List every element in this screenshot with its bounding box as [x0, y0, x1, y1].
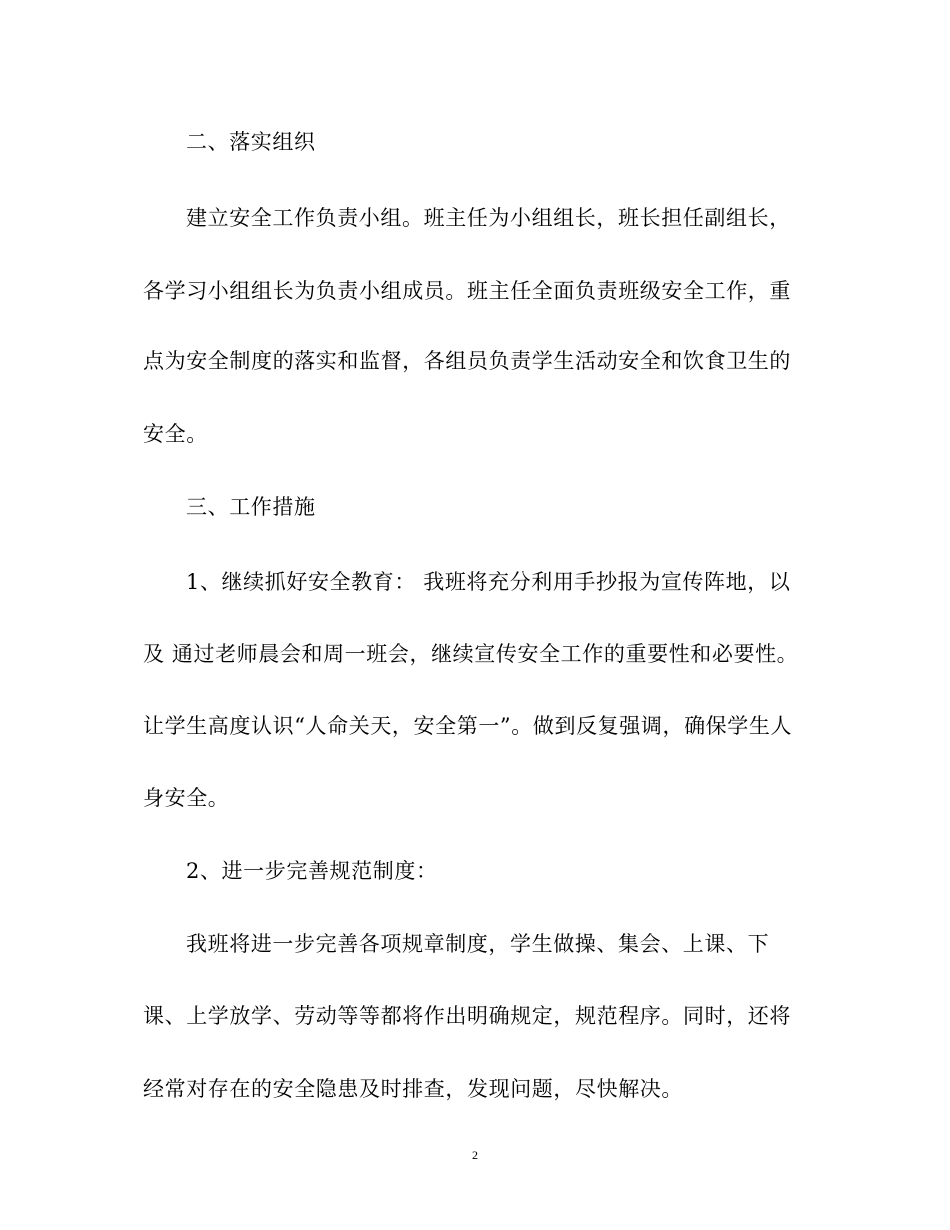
section-heading-organization: 二、落实组织: [186, 130, 316, 154]
page-number: 2: [472, 1148, 478, 1162]
paragraph-line: 经常对存在的安全隐患及时排查，发现问题，尽快解决。: [143, 1077, 683, 1101]
paragraph-line: 我班将进一步完善各项规章制度，学生做操、集会、上课、下: [186, 932, 770, 956]
paragraph-line: 及 通过老师晨会和周一班会，继续宣传安全工作的重要性和必要性。: [143, 642, 799, 666]
paragraph-line: 建立安全工作负责小组。班主任为小组组长，班长担任副组长，: [186, 206, 791, 230]
paragraph-line: 安全。: [143, 422, 208, 446]
paragraph-line: 身安全。: [143, 786, 230, 810]
paragraph-line: 让学生高度认识“人命关天，安全第一”。做到反复强调，确保学生人: [143, 714, 793, 738]
paragraph-line: 各学习小组组长为负责小组成员。班主任全面负责班级安全工作，重: [143, 279, 791, 303]
subheading-line: 2、进一步完善规范制度：: [186, 859, 438, 883]
paragraph-line: 1、继续抓好安全教育： 我班将充分利用手抄报为宣传阵地，以: [186, 570, 791, 594]
paragraph-line: 点为安全制度的落实和监督，各组员负责学生活动安全和饮食卫生的: [143, 349, 791, 373]
paragraph-line: 课、上学放学、劳动等等都将作出明确规定，规范程序。同时，还将: [143, 1004, 791, 1028]
section-heading-measures: 三、工作措施: [186, 495, 316, 519]
